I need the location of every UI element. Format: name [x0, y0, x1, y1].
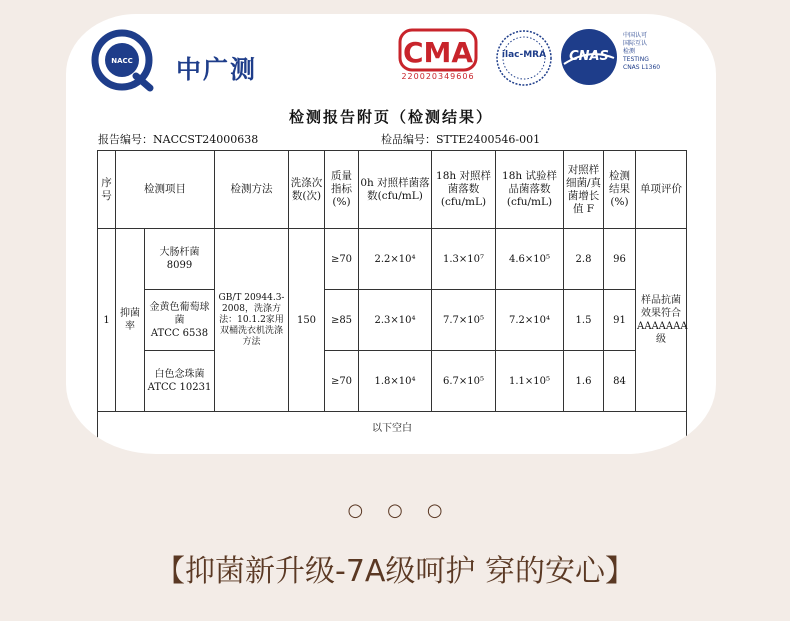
quality-index: ≥70 — [325, 351, 359, 412]
table-row — [98, 290, 687, 351]
control-0h: 2.2×10⁴ — [359, 229, 432, 290]
header-control-18h: 18h 对照样菌落数(cfu/mL) — [432, 151, 496, 229]
growth-f: 1.5 — [564, 290, 604, 351]
header-growth-f: 对照样细菌/真菌增长值 F — [564, 151, 604, 229]
category: 抑菌率 — [116, 229, 145, 412]
report-card — [66, 14, 716, 454]
cma-label: CMA — [402, 36, 474, 69]
organism — [145, 290, 215, 351]
sample-number-value: STTE2400546-001 — [436, 133, 541, 146]
control-0h: 1.8×10⁴ — [359, 351, 432, 412]
header-item: 检测项目 — [116, 151, 215, 229]
cnas-side-line: 国际互认 — [623, 40, 648, 47]
test-18h: 4.6×10⁵ — [496, 229, 564, 290]
header-test-18h: 18h 试验样品菌落数(cfu/mL) — [496, 151, 564, 229]
nacc-badge-text: NACC — [111, 57, 133, 65]
result: 84 — [604, 351, 636, 412]
test-18h: 7.2×10⁴ — [496, 290, 564, 351]
control-18h: 6.7×10⁵ — [432, 351, 496, 412]
result: 96 — [604, 229, 636, 290]
cnas-side-line: CNAS L1360 — [623, 64, 661, 71]
table-row — [98, 229, 687, 290]
header-control-0h: 0h 对照样菌落数(cfu/mL) — [359, 151, 432, 229]
header-seq: 序号 — [98, 151, 116, 229]
sample-number — [381, 131, 540, 147]
wash-times: 150 — [289, 229, 325, 412]
organism-name: 金黄色葡萄球菌 — [149, 301, 210, 326]
organism — [145, 229, 215, 290]
header-wash-times: 洗涤次数(次) — [289, 151, 325, 229]
header-result: 检测结果(%) — [604, 151, 636, 229]
control-18h: 1.3×10⁷ — [432, 229, 496, 290]
cma-logo-icon — [396, 26, 480, 96]
cnas-side-line: 中国认可 — [623, 32, 648, 39]
quality-index: ≥70 — [325, 229, 359, 290]
growth-f: 2.8 — [564, 229, 604, 290]
organism — [145, 351, 215, 412]
report-number-value: NACCST24000638 — [153, 133, 259, 146]
growth-f: 1.6 — [564, 351, 604, 412]
organism-strain: ATCC 6538 — [150, 327, 209, 339]
cnas-label: CNAS — [569, 49, 609, 64]
organism-name: 大肠杆菌 — [159, 247, 200, 258]
table-header-row — [98, 151, 687, 229]
evaluation: 样品抗菌效果符合AAAAAAA级 — [636, 229, 687, 412]
test-18h: 1.1×10⁵ — [496, 351, 564, 412]
result: 91 — [604, 290, 636, 351]
row-seq: 1 — [98, 229, 116, 412]
control-0h: 2.3×10⁴ — [359, 290, 432, 351]
slogan: 【抑菌新升级-7A级呵护 穿的安心】 — [155, 554, 635, 589]
brand-name: 中广测 — [176, 55, 258, 84]
cnas-side-text — [623, 32, 660, 72]
quality-index: ≥85 — [325, 290, 359, 351]
nacc-logo-icon — [86, 26, 170, 92]
report-number-label: 报告编号： — [98, 133, 153, 146]
results-table — [97, 150, 687, 444]
ilac-mra-label: ilac-MRA — [501, 50, 547, 60]
organism-strain: 8099 — [166, 260, 193, 271]
table-footer-row — [98, 412, 687, 445]
sample-number-label: 检品编号： — [381, 133, 436, 146]
header-method: 检测方法 — [215, 151, 289, 229]
decorative-dots: ○○○ — [347, 500, 467, 521]
organism-name: 白色念珠菌 — [154, 369, 205, 380]
header-evaluation: 单项评价 — [636, 151, 687, 229]
method: GB/T 20944.3-2008，洗涤方法：10.1.2家用双桶洗衣机洗涤方法 — [215, 229, 289, 412]
organism-strain: ATCC 10231 — [147, 382, 212, 393]
control-18h: 7.7×10⁵ — [432, 290, 496, 351]
footer-note: 以下空白 — [98, 412, 687, 445]
document-title: 检测报告附页（检测结果） — [288, 108, 493, 126]
report-number — [98, 131, 258, 147]
cnas-side-line: 检测 — [623, 48, 636, 55]
cnas-side-line: TESTING — [623, 56, 649, 63]
header-quality-index: 质量指标(%) — [325, 151, 359, 229]
cma-number: 220020349606 — [401, 72, 475, 81]
table-row — [98, 351, 687, 412]
